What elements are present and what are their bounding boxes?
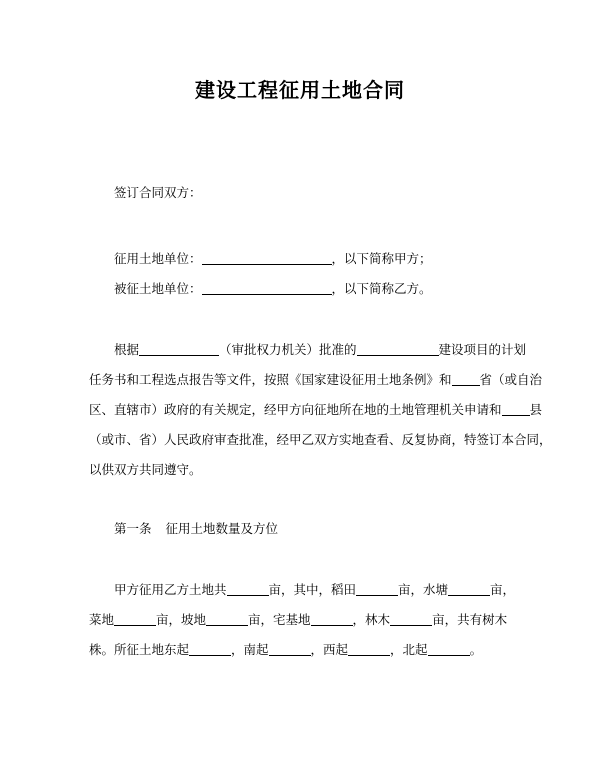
article-1-heading	[114, 519, 278, 537]
text-segment: 县	[529, 402, 543, 417]
vegetable-field-blank[interactable]	[114, 612, 156, 626]
land-paragraph	[89, 575, 516, 665]
text-segment: 省（或自治	[479, 372, 543, 387]
text-segment: ，南起	[231, 642, 269, 657]
article-1-number: 第一条	[114, 521, 152, 536]
text-segment: ，北起	[390, 642, 428, 657]
land-line	[89, 635, 509, 665]
total-area-blank[interactable]	[227, 582, 269, 596]
basis-line	[89, 335, 527, 365]
intro-line: 签订合同双方：	[114, 185, 202, 200]
requisition-party-suffix: ，以下简称甲方；	[331, 251, 432, 266]
requisition-party-line	[114, 249, 432, 267]
slope-land-blank[interactable]	[206, 612, 248, 626]
text-segment: 亩，水塘	[398, 582, 449, 597]
text-segment: ，林木	[352, 612, 391, 627]
text-segment: 亩，坡地	[156, 612, 207, 627]
article-1-title: 征用土地数量及方位	[165, 521, 279, 536]
text-segment: （审批权力机关）批准的	[219, 342, 357, 357]
text-segment: 亩，	[490, 582, 516, 597]
project-name-blank[interactable]	[357, 342, 439, 356]
requisitioned-party-blank[interactable]	[202, 281, 332, 295]
south-boundary-blank[interactable]	[269, 642, 311, 656]
text-segment: 株。所征土地东起	[89, 642, 190, 657]
requisitioned-party-suffix: ，以下简称乙方。	[331, 281, 432, 296]
text-segment: 根据	[114, 342, 140, 357]
pond-blank[interactable]	[448, 582, 490, 596]
text-segment: 。	[469, 642, 483, 657]
basis-line	[89, 455, 509, 485]
basis-line	[89, 365, 543, 395]
text-segment: 区、直辖市）政府的有关规定，经甲方向征地所在地的土地管理机关申请和	[89, 402, 502, 417]
homestead-blank[interactable]	[311, 612, 353, 626]
basis-paragraph	[89, 335, 552, 485]
requisition-party-blank[interactable]	[202, 251, 332, 265]
county-blank[interactable]	[502, 402, 530, 416]
land-line	[89, 575, 516, 605]
text-segment: 任务书和工程选点报告等文件，按照《国家建设征用土地条例》和	[89, 372, 452, 387]
north-boundary-blank[interactable]	[428, 642, 470, 656]
text-segment: （或市、省）人民政府审查批准，经甲乙双方实地查看、反复协商，特签订本合同，	[89, 432, 552, 447]
text-segment: 以供双方共同遵守。	[89, 462, 202, 477]
paddy-field-blank[interactable]	[356, 582, 398, 596]
requisition-party-label: 征用土地单位：	[114, 251, 202, 266]
text-segment: 亩，宅基地	[248, 612, 311, 627]
province-blank[interactable]	[452, 372, 480, 386]
text-segment: 亩，其中，稻田	[268, 582, 357, 597]
approval-authority-blank[interactable]	[139, 342, 219, 356]
requisitioned-party-line	[114, 279, 432, 297]
document-title: 建设工程征用土地合同	[195, 78, 405, 102]
basis-line	[89, 425, 552, 455]
text-segment: 建设项目的计划	[438, 342, 527, 357]
text-segment: 亩，共有树木	[432, 612, 508, 627]
land-line	[89, 605, 509, 635]
requisitioned-party-label: 被征土地单位：	[114, 281, 202, 296]
text-segment: 甲方征用乙方土地共	[114, 582, 227, 597]
west-boundary-blank[interactable]	[348, 642, 390, 656]
text-segment: ，西起	[310, 642, 349, 657]
east-boundary-blank[interactable]	[189, 642, 231, 656]
text-segment: 菜地	[89, 612, 115, 627]
basis-line	[89, 395, 543, 425]
forest-blank[interactable]	[390, 612, 432, 626]
